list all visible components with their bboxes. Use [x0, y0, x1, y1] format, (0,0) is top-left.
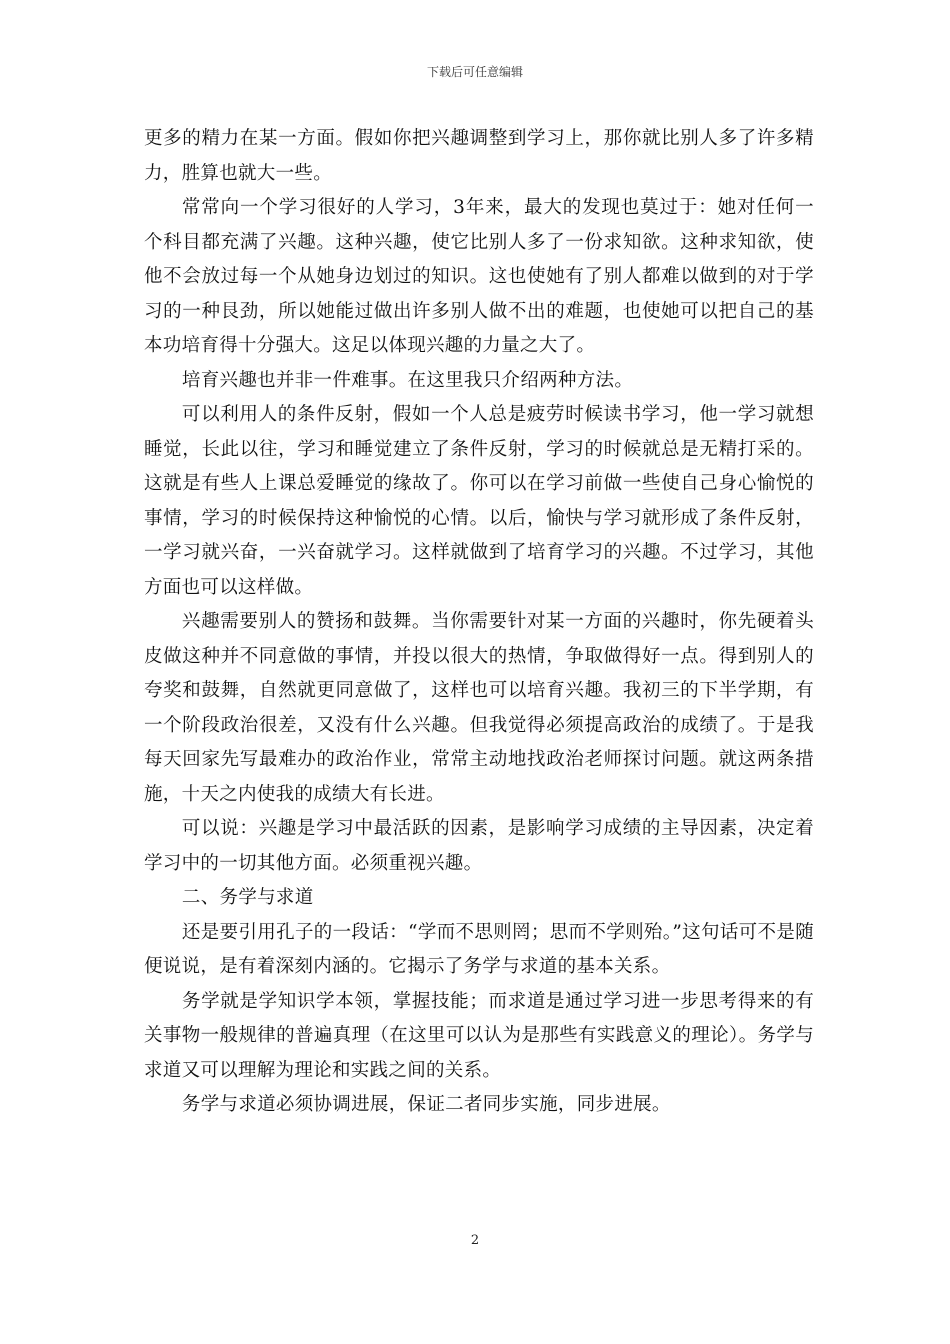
paragraph: 培育兴趣也并非一件难事。在这里我只介绍两种方法。 — [181, 369, 634, 391]
paragraph: 常常向一个学习很好的人学习，3年来，最大的发现也莫过于：她对任何一个科目都充满了兴趣。这种兴趣，使它比别人多了一份求知欲。这种求知欲，使他不会放过每一个从她身边划过的知识。这也使她有了别人都难以做到的对于学习的一种艮劲，所以她能过做出许多别人做不出的难题，也使她可以把自己的基本功培育得十分强大。这足以体现兴趣的力量之大了。 — [144, 197, 814, 356]
paragraph: 兴趣需要别人的赞扬和鼓舞。当你需要针对某一方面的兴趣时，你先硬着头皮做这种并不同意做的事情，并投以很大的热情，争取做得好一点。得到别人的夸奖和鼓舞，自然就更同意做了，这样也可以培育兴趣。我初三的下半学期，有一个阶段政治很差，又没有什么兴趣。但我觉得必须提高政治的成绩了。于是我每天回家先写最难办的政治作业，常常主动地找政治老师探讨问题。就这两条措施，十天之内使我的成绩大有长进。 — [144, 611, 814, 805]
document-body — [144, 122, 814, 1123]
page-number: 2 — [470, 1233, 480, 1248]
paragraph-continuation: 更多的精力在某一方面。假如你把兴趣调整到学习上，那你就比别人多了许多精力，胜算也就大一些。 — [144, 128, 814, 184]
paragraph: 务学就是学知识学本领，掌握技能；而求道是通过学习进一步思考得来的有关事物一般规律的普遍真理（在这里可以认为是那些有实践意义的理论）。务学与求道又可以理解为理论和实践之间的关系。 — [144, 990, 814, 1081]
page-header: 下载后可任意编辑 — [426, 65, 523, 79]
paragraph: 可以说：兴趣是学习中最活跃的因素，是影响学习成绩的主导因素，决定着学习中的一切其他方面。必须重视兴趣。 — [144, 818, 814, 874]
paragraph: 务学与求道必须协调进展，保证二者同步实施，同步进展。 — [181, 1094, 671, 1115]
paragraph: 可以利用人的条件反射，假如一个人总是疲劳时候读书学习，他一学习就想睡觉，长此以往，学习和睡觉建立了条件反射，学习的时候就总是无精打采的。这就是有些人上课总爱睡觉的缘故了。你可以在学习前做一些使自己身心愉悦的事情，学习的时候保持这种愉悦的心情。以后，愉快与学习就形成了条件反射，一学习就兴奋，一兴奋就学习。这样就做到了培育学习的兴趣。不过学习，其他方面也可以这样做。 — [144, 404, 814, 598]
section-heading: 二、务学与求道 — [181, 887, 314, 908]
paragraph: 还是要引用孔子的一段话：“学而不思则罔；思而不学则殆。”这句话可不是随便说说，是有着深刻内涵的。它揭示了务学与求道的基本关系。 — [144, 921, 814, 977]
